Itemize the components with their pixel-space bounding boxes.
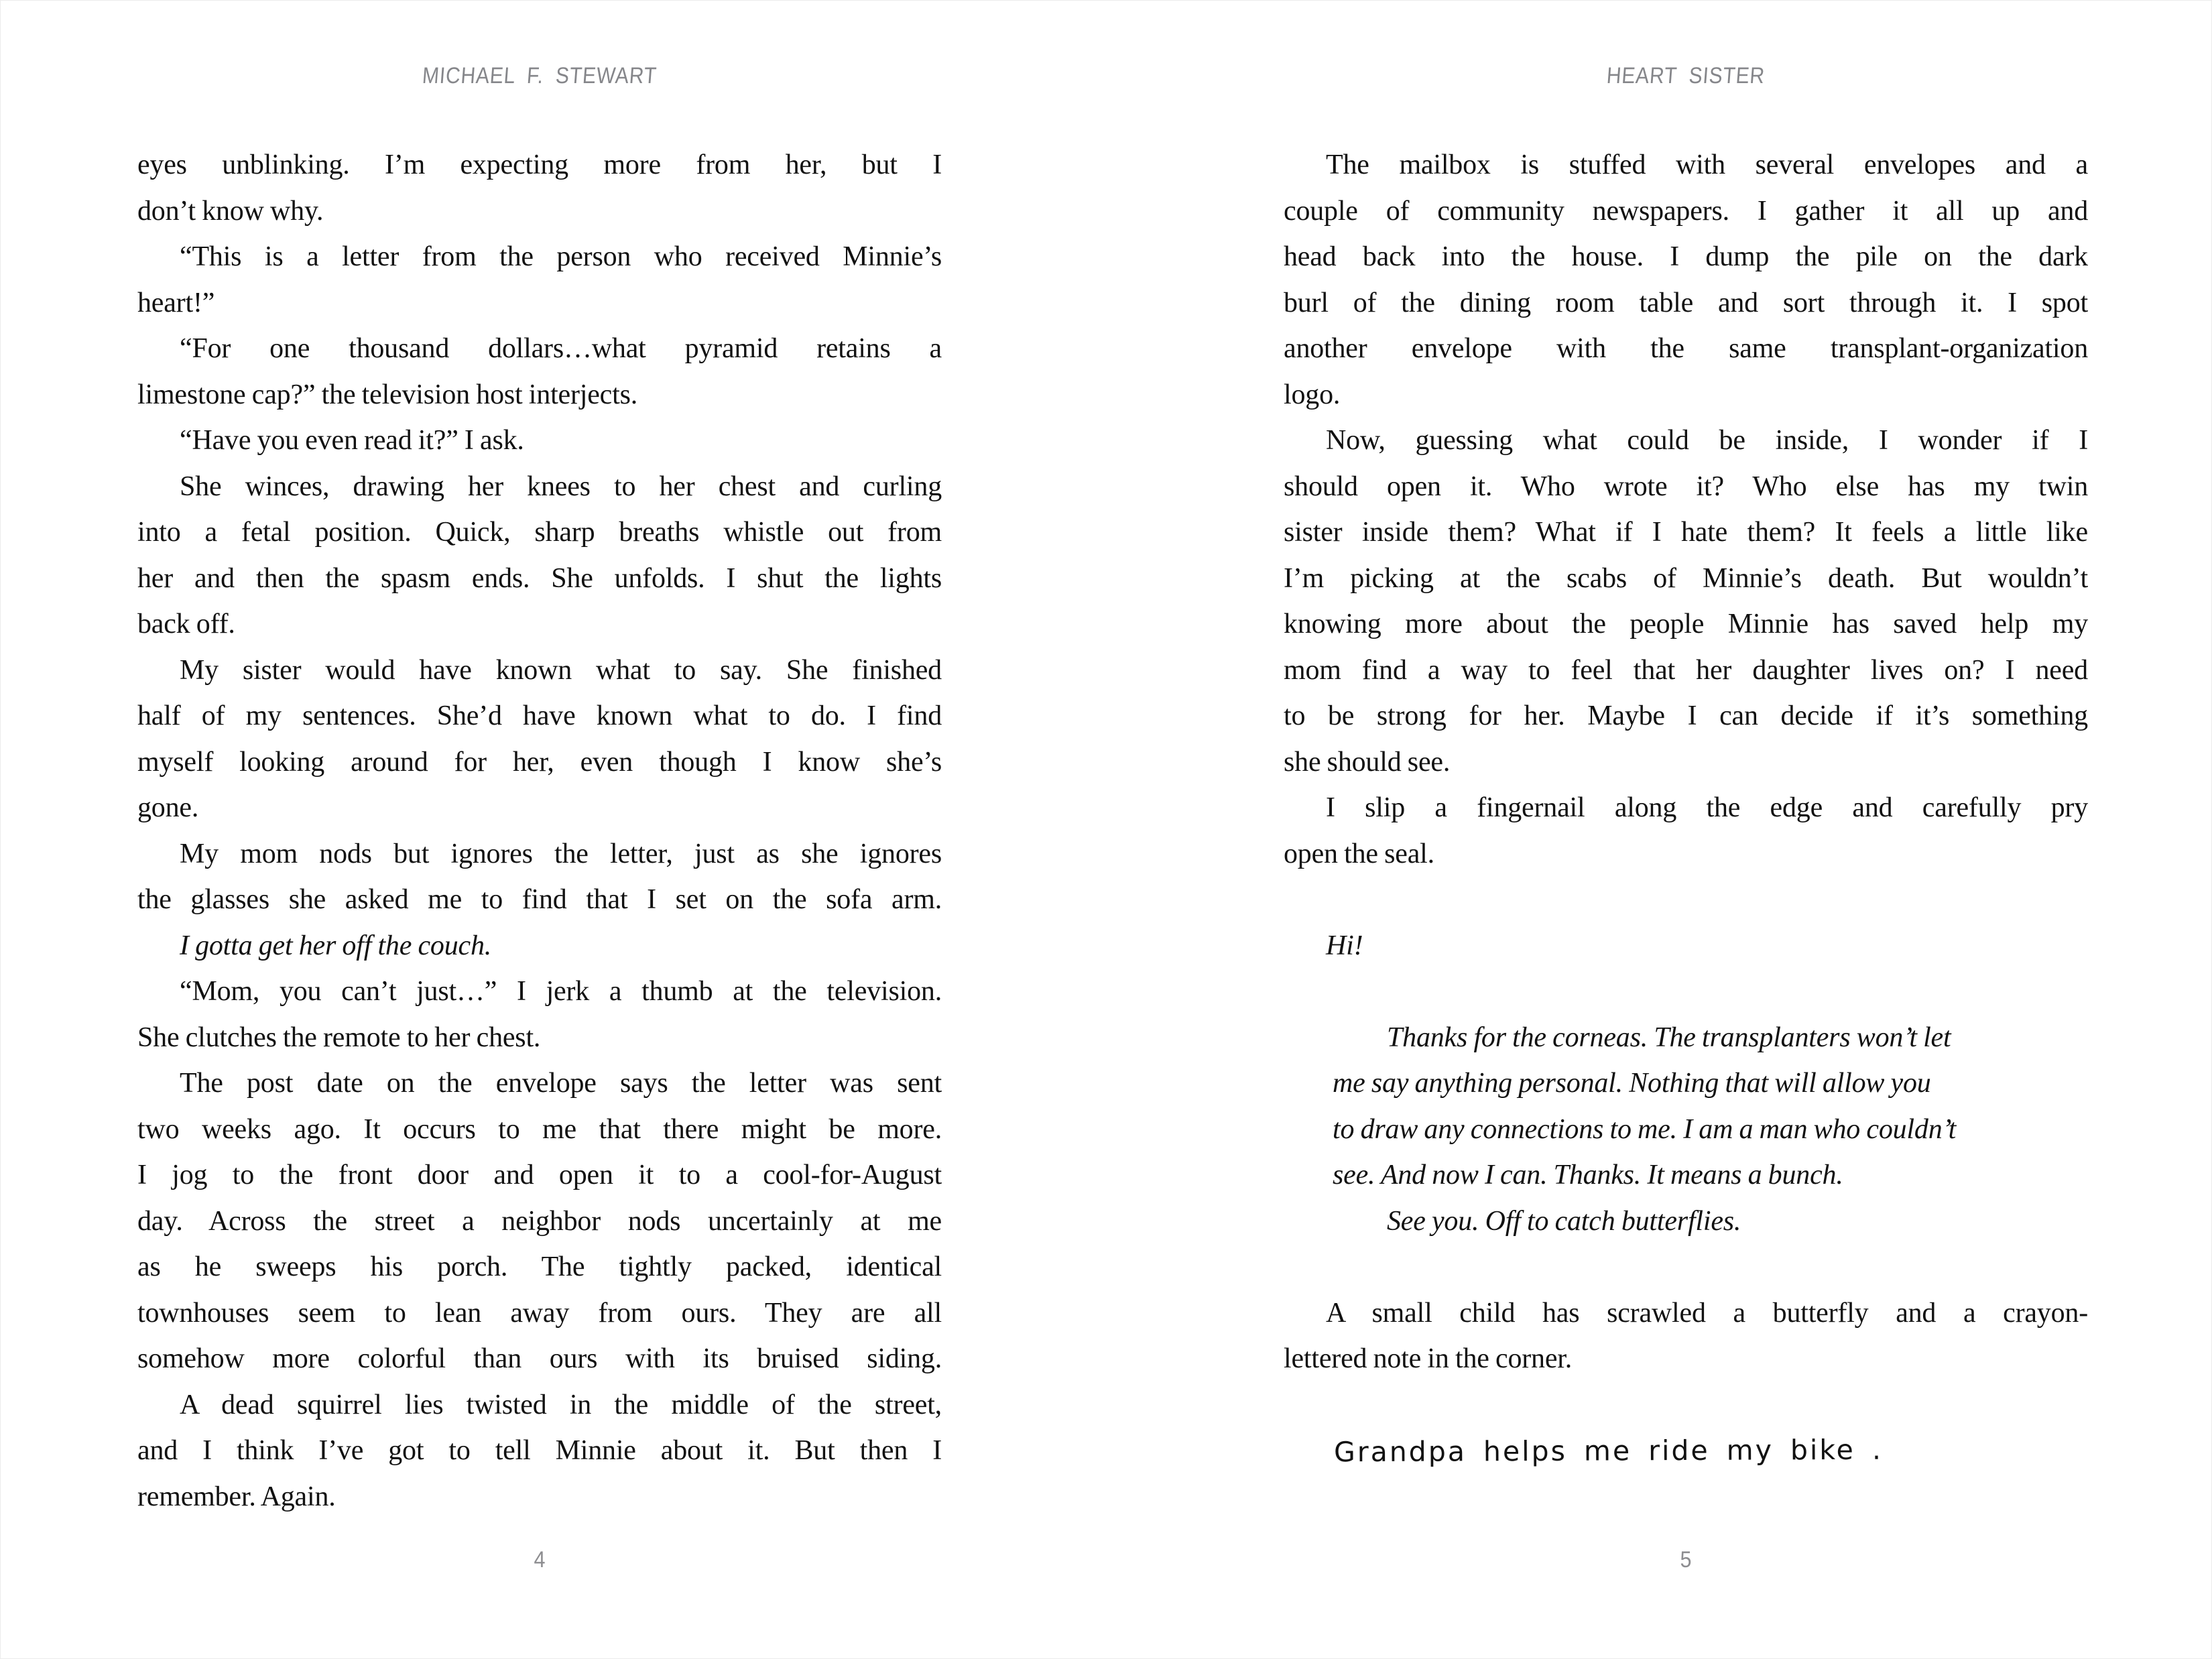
text-line: gone. (137, 792, 199, 823)
text-line: and I think I’ve got to tell Minnie about it. But then I (137, 1435, 942, 1466)
text-line: knowing more about the people Minnie has saved help my (1284, 609, 2088, 639)
right-page-number: 5 (1680, 1547, 1692, 1573)
text-line: “Mom, you can’t just…” I jerk a thumb at the television. (180, 976, 942, 1007)
text-line: A small child has scrawled a butterfly and a crayon- (1326, 1297, 2088, 1329)
text-line: I slip a fingernail along the edge and carefully pry (1326, 792, 2088, 823)
text-line: I gotta get her off the couch. (180, 930, 492, 961)
text-line: into a fetal position. Quick, sharp breaths whistle out from (137, 517, 942, 548)
text-line: couple of community newspapers. I gather it all up and (1284, 195, 2088, 227)
text-line: two weeks ago. It occurs to me that there might be more. (137, 1113, 942, 1145)
text-line: I jog to the front door and open it to a cool-for-August (137, 1160, 942, 1190)
text-line: she should see. (1284, 746, 1451, 778)
text-line: “Have you even read it?” I ask. (180, 425, 524, 456)
text-line: The post date on the envelope says the letter was sent (180, 1068, 942, 1099)
text-line: the glasses she asked me to find that I set on the sofa arm. (137, 884, 942, 915)
text-line: to be strong for her. Maybe I can decide if it’s something (1284, 700, 2088, 731)
text-line: “For one thousand dollars…what pyramid retains a (180, 333, 942, 364)
text-line: logo. (1284, 379, 1341, 410)
text-line: limestone cap?” the television host interjects. (137, 379, 638, 410)
blank-line (1284, 969, 2088, 1015)
text-line: mom find a way to feel that her daughter lives on? I need (1284, 654, 2088, 686)
text-line: back off. (137, 609, 235, 639)
text-line: See you. Off to catch butterflies. (1387, 1205, 1741, 1237)
text-line: heart!” (137, 287, 215, 318)
text-line: remember. Again. (137, 1481, 336, 1512)
text-line: half of my sentences. She’d have known what to do. I find (137, 700, 942, 731)
text-line: don’t know why. (137, 195, 324, 227)
text-line: I’m picking at the scabs of Minnie’s death. But wouldn’t (1284, 562, 2088, 594)
text-line: The mailbox is stuffed with several envelopes and a (1326, 149, 2088, 180)
text-line: burl of the dining room table and sort through it. I spot (1284, 287, 2088, 318)
blank-line (1284, 1244, 2088, 1290)
text-line: A dead squirrel lies twisted in the middle of the street, (180, 1389, 942, 1420)
blank-line (1284, 1382, 2088, 1428)
text-line: another envelope with the same transplant-organization (1284, 333, 2088, 364)
text-line: her and then the spasm ends. She unfolds. I shut the lights (137, 562, 942, 594)
text-line: “This is a letter from the person who received Minnie’s (180, 241, 942, 272)
text-line: day. Across the street a neighbor nods uncertainly at me (137, 1205, 942, 1237)
text-line: should open it. Who wrote it? Who else has my twin (1284, 471, 2088, 502)
left-page-text (137, 142, 942, 1520)
text-line: to draw any connections to me. I am a man who couldn’t (1333, 1113, 1957, 1145)
text-line: She winces, drawing her knees to her chest and curling (180, 471, 942, 502)
text-line: My sister would have known what to say. She finished (180, 654, 942, 686)
text-line: eyes unblinking. I’m expecting more from her, but I (137, 149, 942, 180)
text-line: see. And now I can. Thanks. It means a bunch. (1333, 1160, 1843, 1190)
text-line: Now, guessing what could be inside, I wonder if I (1326, 425, 2088, 456)
handwritten-note-line: Grandpa helps me ride my bike . (1333, 1433, 1884, 1469)
text-line: somehow more colorful than ours with its bruised siding. (137, 1343, 942, 1374)
text-line: Thanks for the corneas. The transplanters won’t let (1387, 1022, 1951, 1053)
text-line: sister inside them? What if I hate them? It feels a little like (1284, 517, 2088, 548)
text-line: Hi! (1326, 930, 1363, 961)
text-line: open the seal. (1284, 838, 1434, 869)
right-page-text (1284, 142, 2088, 1474)
text-line: lettered note in the corner. (1284, 1343, 1573, 1374)
text-line: She clutches the remote to her chest. (137, 1022, 541, 1053)
running-head-author: MICHAEL F. STEWART (421, 63, 658, 88)
text-line: as he sweeps his porch. The tightly packed, identical (137, 1251, 942, 1282)
text-line: myself looking around for her, even though I know she’s (137, 746, 942, 778)
text-line: My mom nods but ignores the letter, just as she ignores (180, 838, 942, 869)
left-page-number: 4 (534, 1547, 546, 1573)
text-line: me say anything personal. Nothing that will allow you (1333, 1068, 1931, 1099)
blank-line (1284, 877, 2088, 923)
running-head-title: HEART SISTER (1605, 63, 1766, 88)
text-line: head back into the house. I dump the pile on the dark (1284, 241, 2088, 272)
text-line: townhouses seem to lean away from ours. They are all (137, 1297, 942, 1329)
